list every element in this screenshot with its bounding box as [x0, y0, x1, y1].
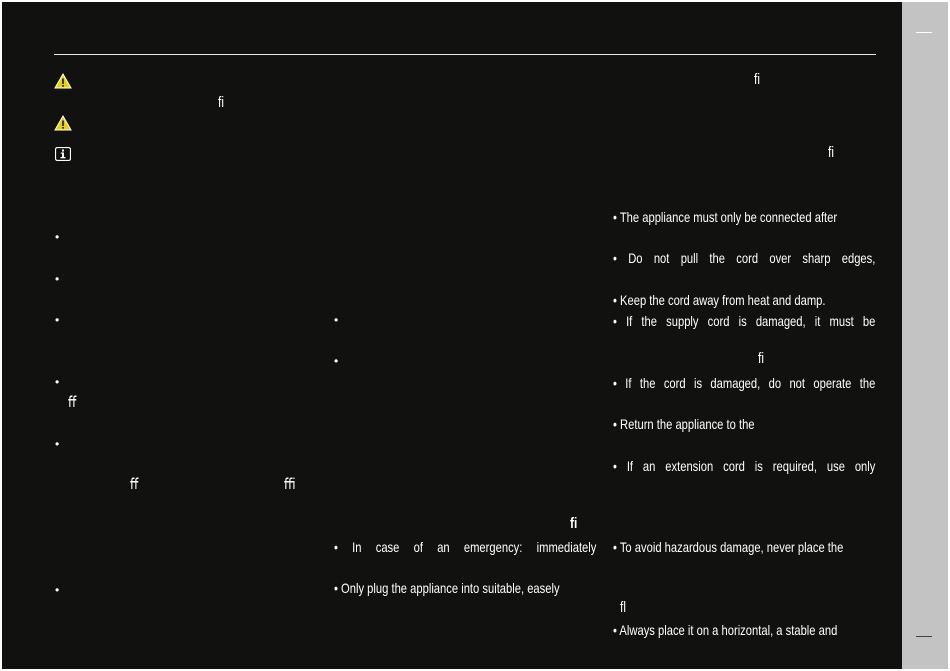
right-item-horizontal: • Always place it on a horizontal, a stable and	[613, 622, 838, 638]
right-item-cord-edges	[613, 250, 875, 266]
word: If	[626, 313, 633, 329]
word: •	[613, 313, 617, 329]
word: edges,	[841, 250, 876, 266]
word: sharp	[802, 250, 831, 266]
warning-icon	[54, 73, 72, 89]
list-bullet: •	[55, 230, 60, 244]
list-bullet: •	[55, 313, 60, 327]
manual-page	[2, 2, 902, 669]
page-tab-strip	[902, 2, 948, 669]
word: is	[754, 458, 763, 474]
word: an	[642, 458, 656, 474]
word: must	[829, 313, 854, 329]
word: not	[653, 250, 670, 266]
word: If	[625, 375, 632, 391]
right-item-supply-cord	[613, 313, 875, 329]
word: is	[738, 313, 747, 329]
info-icon	[55, 147, 71, 161]
ligature-fragment: ﬁ	[754, 71, 760, 88]
ligature-fragment: ﬀ	[130, 476, 139, 493]
right-item-cord-damaged	[613, 375, 875, 391]
word: pull	[680, 250, 699, 266]
middle-item-plug: • Only plug the appliance into suitable, easely	[334, 580, 560, 596]
word: do	[768, 375, 782, 391]
tab-dash	[916, 636, 932, 637]
word: •	[613, 375, 617, 391]
right-item-extension	[613, 458, 875, 474]
word: an	[437, 539, 450, 555]
word: is	[693, 375, 703, 391]
middle-item-emergency	[334, 539, 596, 555]
word: case	[375, 539, 400, 555]
word: the	[639, 375, 656, 391]
word: operate	[813, 375, 852, 391]
tab-dash	[916, 32, 932, 33]
word: supply	[666, 313, 699, 329]
right-item-return: • Return the appliance to the	[613, 416, 755, 432]
list-bullet: •	[334, 354, 339, 368]
word: •	[613, 250, 617, 266]
warning-icon	[54, 115, 72, 131]
word: cord	[663, 375, 686, 391]
right-item-hazard: • To avoid hazardous damage, never place the	[613, 539, 844, 555]
word: In	[352, 539, 362, 555]
list-bullet: •	[55, 583, 60, 597]
word: Do	[628, 250, 643, 266]
word: •	[613, 458, 617, 474]
word: damaged,	[710, 375, 761, 391]
right-item-heat: • Keep the cord away from heat and damp.	[613, 292, 826, 308]
ligature-fragment: ﬁ	[570, 515, 578, 532]
ligature-fragment: ﬁ	[218, 94, 224, 111]
word: over	[769, 250, 792, 266]
word: immediately	[536, 539, 597, 555]
word: required,	[772, 458, 817, 474]
word: use	[826, 458, 845, 474]
ligature-fragment: ﬁ	[758, 350, 764, 367]
word: cord	[723, 458, 745, 474]
word: cord	[736, 250, 759, 266]
word: emergency:	[463, 539, 523, 555]
word: be	[862, 313, 876, 329]
word: the	[859, 375, 876, 391]
list-bullet: •	[55, 375, 60, 389]
header-rule	[54, 54, 876, 55]
ligature-fragment: ﬂ	[620, 599, 626, 616]
word: cord	[707, 313, 730, 329]
list-bullet: •	[55, 437, 60, 451]
word: not	[789, 375, 806, 391]
word: of	[413, 539, 423, 555]
word: •	[334, 539, 338, 555]
word: the	[709, 250, 725, 266]
ligature-fragment: ﬃ	[284, 476, 296, 493]
word: If	[626, 458, 634, 474]
ligature-fragment: ﬁ	[828, 144, 834, 161]
word: the	[641, 313, 657, 329]
word: only	[854, 458, 876, 474]
word: damaged,	[755, 313, 806, 329]
ligature-fragment: ﬀ	[68, 394, 77, 411]
word: it	[814, 313, 821, 329]
word: extension	[665, 458, 714, 474]
list-bullet: •	[55, 272, 60, 286]
list-bullet: •	[334, 313, 339, 327]
right-item-connect: • The appliance must only be connected after	[613, 209, 838, 225]
